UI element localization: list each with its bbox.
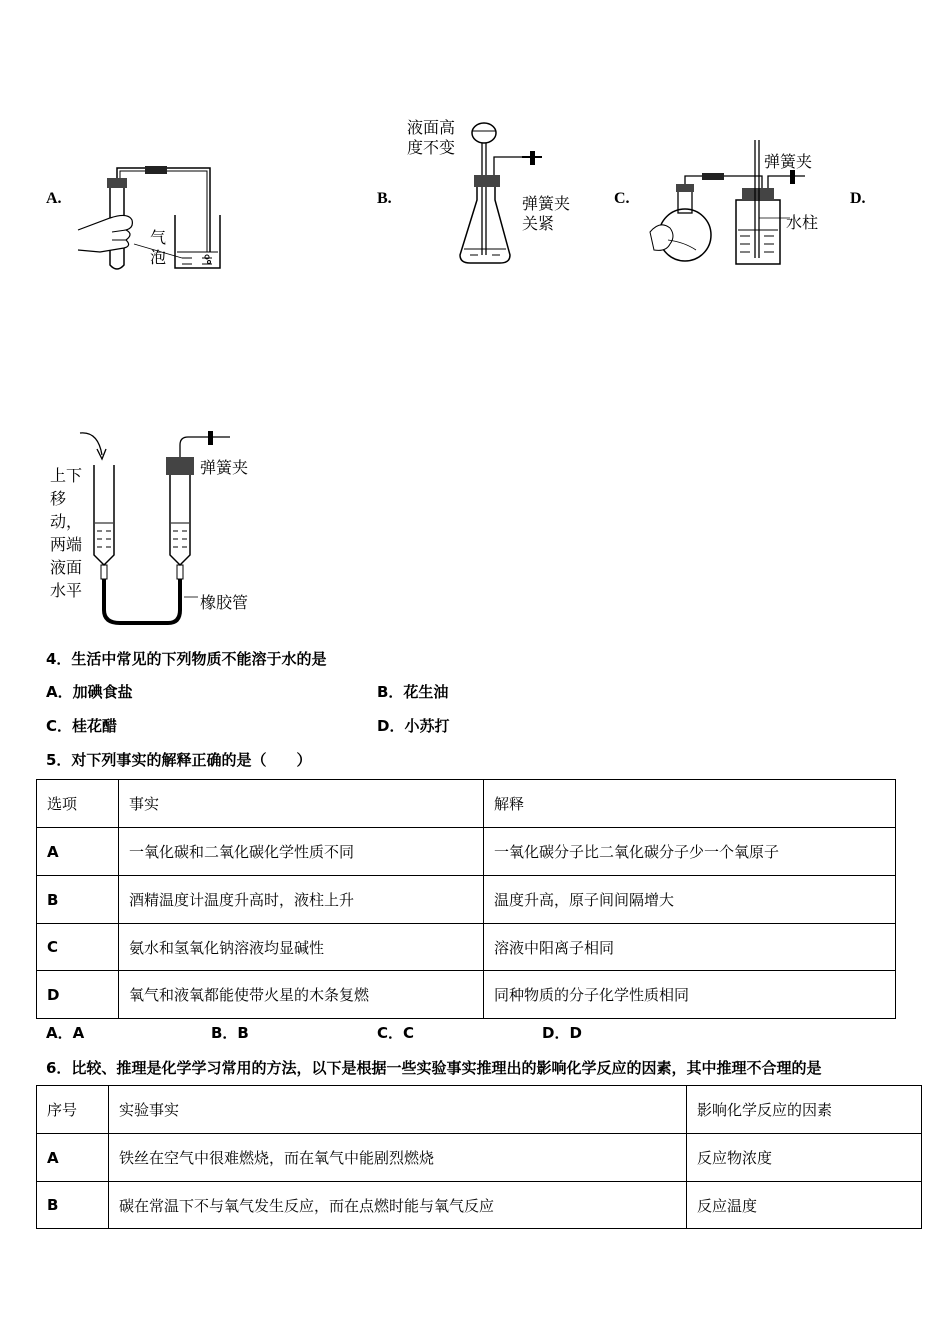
figure-d-move-label: 上下移动，两端液面水平: [50, 466, 83, 600]
q6-header-index: 序号: [37, 1086, 109, 1134]
q5-answer-b: B．B: [211, 1024, 249, 1042]
q6-row-factor: 反应温度: [687, 1182, 922, 1229]
q6-table: [36, 1085, 922, 1229]
figure-d-clamp-label: 弹簧夹: [200, 458, 249, 477]
q5-row-explanation: 温度升高，原子间间隔增大: [484, 876, 896, 924]
q5-answer-d: D．D: [542, 1024, 582, 1042]
q4-option-d: D．小苏打: [377, 717, 450, 735]
table-row: [37, 876, 896, 924]
q5-table-header: [37, 780, 896, 828]
figure-b-level-label: 液面高度不变: [407, 118, 456, 157]
q5-table: [36, 779, 896, 1019]
q5-row-explanation: 溶液中阳离子相同: [484, 924, 896, 971]
q5-row-key: A: [37, 828, 119, 876]
q6-row-factor: 反应物浓度: [687, 1134, 922, 1182]
q5-stem: 5．对下列事实的解释正确的是（ ）: [46, 751, 312, 769]
q5-row-fact: 一氧化碳和二氧化碳化学性质不同: [119, 828, 484, 876]
q5-row-explanation: 同种物质的分子化学性质相同: [484, 971, 896, 1019]
q6-row-fact: 铁丝在空气中很难燃烧，而在氧气中能剧烈燃烧: [109, 1134, 687, 1182]
q5-row-fact: 氨水和氢氧化钠溶液均显碱性: [119, 924, 484, 971]
option-b-label: B.: [377, 190, 392, 207]
option-d-label: D.: [850, 190, 866, 207]
q5-row-key: C: [37, 924, 119, 971]
q6-stem: 6．比较、推理是化学学习常用的方法，以下是根据一些实验事实推理出的影响化学反应的因素，其中推理不合理的是: [46, 1059, 822, 1077]
option-a-label: A.: [46, 190, 62, 207]
q5-row-explanation: 一氧化碳分子比二氧化碳分子少一个氧原子: [484, 828, 896, 876]
q5-row-fact: 氧气和液氧都能使带火星的木条复燃: [119, 971, 484, 1019]
figure-d-tube-label: 橡胶管: [200, 593, 249, 612]
q5-answer-a: A．A: [46, 1024, 85, 1042]
q5-row-fact: 酒精温度计温度升高时，液柱上升: [119, 876, 484, 924]
q5-row-key: B: [37, 876, 119, 924]
q4-option-b: B．花生油: [377, 683, 449, 701]
q6-table-header: [37, 1086, 922, 1134]
q5-header-fact: 事实: [119, 780, 484, 828]
q6-row-key: A: [37, 1134, 109, 1182]
figure-c-water-label: 水柱: [786, 213, 819, 232]
q4-stem: 4．生活中常见的下列物质不能溶于水的是: [46, 650, 327, 668]
q6-header-factor: 影响化学反应的因素: [687, 1086, 922, 1134]
figure-b-clamp-label: 弹簧夹关紧: [522, 194, 571, 233]
table-row: [37, 971, 896, 1019]
q4-option-c: C．桂花醋: [46, 717, 118, 735]
table-row: [37, 1134, 922, 1182]
q6-header-fact: 实验事实: [109, 1086, 687, 1134]
q6-row-fact: 碳在常温下不与氧气发生反应，而在点燃时能与氧气反应: [109, 1182, 687, 1229]
option-c-label: C.: [614, 190, 630, 207]
q6-row-key: B: [37, 1182, 109, 1229]
q5-header-explanation: 解释: [484, 780, 896, 828]
table-row: [37, 828, 896, 876]
q4-option-a: A．加碘食盐: [46, 683, 133, 701]
table-row: [37, 924, 896, 971]
table-row: [37, 1182, 922, 1229]
q5-answer-c: C．C: [377, 1024, 415, 1042]
q5-header-option: 选项: [37, 780, 119, 828]
q5-row-key: D: [37, 971, 119, 1019]
figure-a-bubble-label: 气泡: [150, 228, 167, 267]
figure-c-clamp-label: 弹簧夹: [764, 152, 813, 171]
